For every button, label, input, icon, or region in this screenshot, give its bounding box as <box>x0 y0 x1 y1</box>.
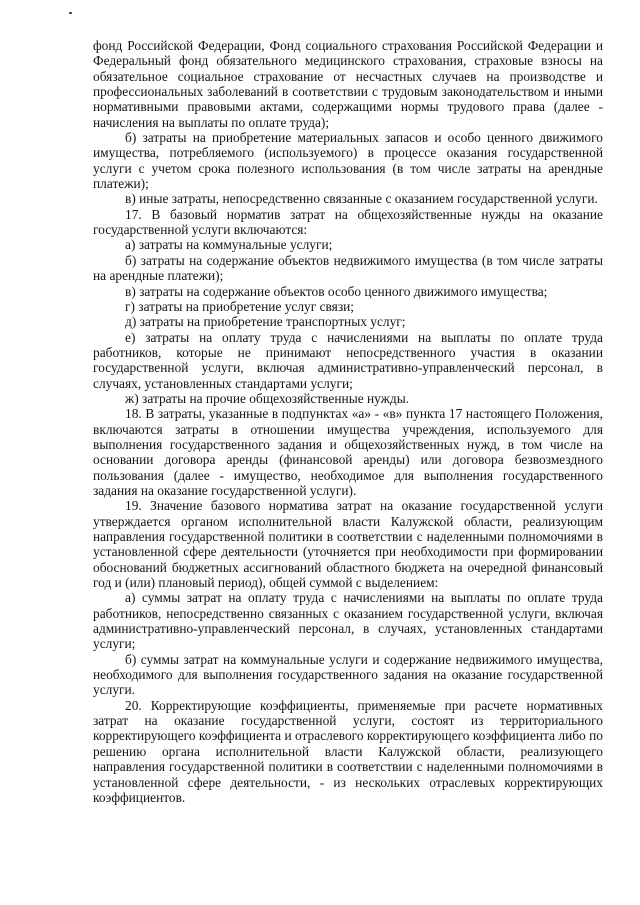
paragraph-17b: б) затраты на содержание объектов недвижимого имущества (в том числе затраты на арендные платежи); <box>93 252 603 284</box>
paragraph-17v: в) затраты на содержание объектов особо ценного движимого имущества; <box>125 283 548 299</box>
paragraph-19a: а) суммы затрат на оплату труда с начислениями на выплаты по оплате труда работников, непосредственно связанных с оказанием государственной услуги, включая административно-управленческий персонал, в случаях, установленных стандартами услуги; <box>93 590 603 652</box>
paragraph-17d: д) затраты на приобретение транспортных услуг; <box>125 314 406 330</box>
paragraph-19: 19. Значение базового норматива затрат на оказание государственной услуги утверждается органом исполнительной власти Калужской области, реализующим направления государственной политики в соответствии с наделенными полномочиями в установленной сфере деятельности (уточняется при необходимости при формировании обоснований бюджетных ассигнований областного бюджета на очередной финансовый год и (или) плановый период), общей суммой с выделением: <box>93 498 603 591</box>
paragraph-contributions: фонд Российской Федерации, Фонд социального страхования Российской Федерации и Федеральный фонд обязательного медицинского страхования, страховые взносы на обязательное социальное страхование от несчастных случаев на производстве и профессиональных заболеваний в соответствии с трудовым законодательством и иными нормативными правовыми актами, содержащими нормы трудового права (далее - начисления на выплаты по оплате труда); <box>93 38 603 130</box>
scan-speck <box>69 12 72 14</box>
paragraph-18: 18. В затраты, указанные в подпунктах «а» - «в» пункта 17 настоящего Положения, включаются затраты в отношении имущества учреждения, используемого для выполнения государственного задания и общехозяйственных нужд, в том числе на основании договора аренды (финансовой аренды) или договора безвозмездного пользования (далее - имущество, необходимое для выполнения государственного задания на оказание государственной услуги). <box>93 406 603 498</box>
paragraph-17zh: ж) затраты на прочие общехозяйственные нужды. <box>125 390 410 406</box>
paragraph-16v: в) иные затраты, непосредственно связанные с оказанием государственной услуги. <box>125 191 598 207</box>
paragraph-17: 17. В базовый норматив затрат на общехозяйственные нужды на оказание государственной услуги включаются: <box>93 206 603 238</box>
paragraph-19b: б) суммы затрат на коммунальные услуги и содержание недвижимого имущества, необходимого для выполнения государственного задания на оказание государственной услуги. <box>93 651 603 698</box>
paragraph-17e: е) затраты на оплату труда с начислениями на выплаты по оплате труда работников, которые не принимают непосредственного участия в оказании государственной услуги, включая административно-управленческий персонал, в случаях, установленных стандартами услуги; <box>93 329 603 391</box>
paragraph-17g: г) затраты на приобретение услуг связи; <box>125 298 355 314</box>
paragraph-16b: б) затраты на приобретение материальных запасов и особо ценного движимого имущества, потребляемого (используемого) в процессе оказания государственной услуги с учетом срока полезного использования (в том числе затраты на арендные платежи); <box>93 130 603 192</box>
paragraph-17a: а) затраты на коммунальные услуги; <box>125 237 333 253</box>
document-body <box>93 38 603 805</box>
paragraph-20: 20. Корректирующие коэффициенты, применяемые при расчете нормативных затрат на оказание государственной услуги, состоят из территориального корректирующего коэффициента и отраслевого корректирующего коэффициента либо по решению органа исполнительной власти Калужской области, реализующего направления государственной политики в соответствии с наделенными полномочиями в установленной сфере деятельности, - из нескольких отраслевых корректирующих коэффициентов. <box>93 697 603 805</box>
